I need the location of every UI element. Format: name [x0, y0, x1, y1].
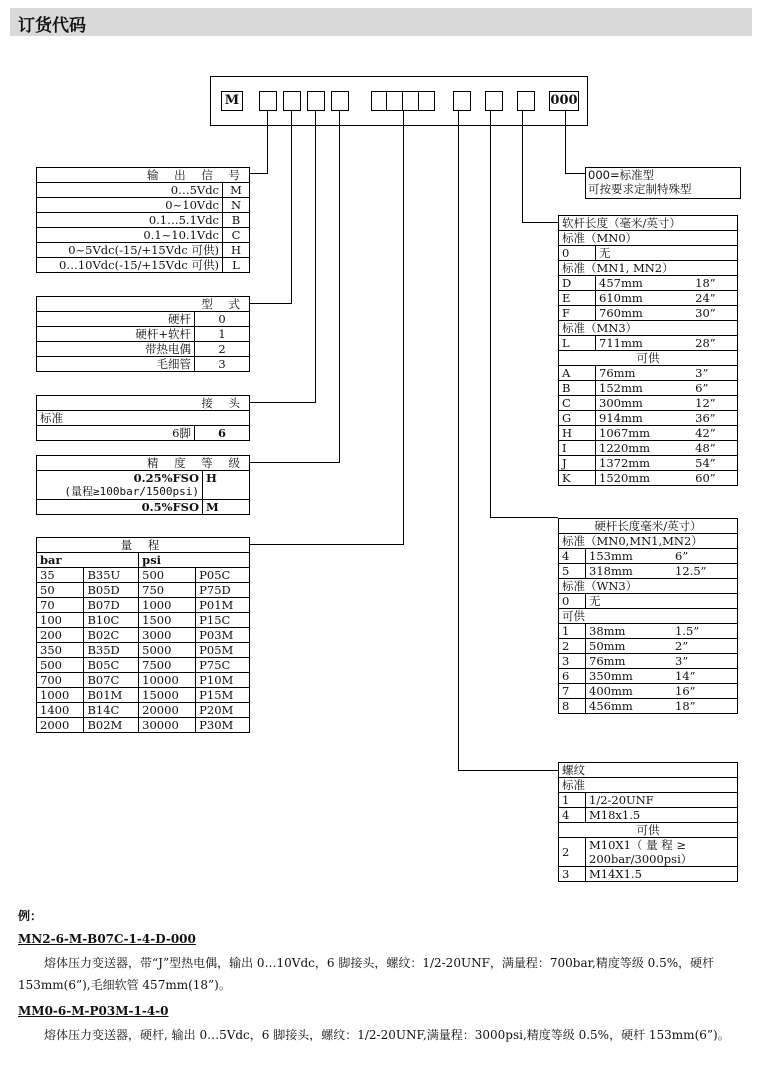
flex-row: [559, 276, 738, 291]
section-header: [10, 8, 752, 36]
range-row: [37, 718, 250, 733]
range-cell: P01M: [196, 598, 250, 613]
type-label: 硬杆: [37, 312, 195, 327]
flex-cell: E: [559, 291, 596, 306]
flex-cell: B: [559, 381, 596, 396]
rigid-row: [559, 669, 738, 684]
flex-cell: H: [559, 426, 596, 441]
rigid-cell: 4: [559, 549, 586, 564]
code-slot-flex: [517, 91, 535, 111]
range-row: [37, 703, 250, 718]
flex-cell: J: [559, 456, 596, 471]
range-cell: P15C: [196, 613, 250, 628]
flex-cell: 300mm: [596, 396, 693, 411]
flex-cell: 610mm: [596, 291, 693, 306]
thread-cell: 3: [559, 867, 586, 882]
rigid-row: [559, 624, 738, 639]
flex-cell: 24”: [692, 291, 737, 306]
special-box: [585, 167, 741, 199]
flex-row: [559, 471, 738, 486]
thread-cell: M14X1.5: [586, 867, 738, 882]
thread-row: [559, 867, 738, 882]
range-cell: 3000: [139, 628, 196, 643]
range-cell: B14C: [84, 703, 139, 718]
range-row: [37, 643, 250, 658]
flex-cell: 1220mm: [596, 441, 693, 456]
range-cell: B35D: [84, 643, 139, 658]
range-row: [37, 583, 250, 598]
flex-cell: I: [559, 441, 596, 456]
rigid-row: [559, 639, 738, 654]
range-cell: 30000: [139, 718, 196, 733]
rigid-cell: 3: [559, 654, 586, 669]
output-code: M: [223, 183, 250, 198]
flex-cell: 12”: [692, 396, 737, 411]
thread-std: 标准: [559, 778, 738, 793]
code-slot-thread: [453, 91, 471, 111]
flex-cell: 76mm: [596, 366, 693, 381]
range-cell: P15M: [196, 688, 250, 703]
flex-cell: 48”: [692, 441, 737, 456]
range-cell: 35: [37, 568, 84, 583]
accuracy-label: 0.25%FSO: [37, 471, 203, 486]
rigid-cell: 1.5”: [672, 624, 737, 639]
example-code-1: MN2-6-M-B07C-1-4-D-000: [18, 932, 196, 946]
flex-cell: G: [559, 411, 596, 426]
output-label: 0~10Vdc: [37, 198, 223, 213]
range-cell: P75D: [196, 583, 250, 598]
range-cell: 20000: [139, 703, 196, 718]
range-cell: P03M: [196, 628, 250, 643]
thread-table: [558, 762, 738, 882]
range-cell: 200: [37, 628, 84, 643]
output-signal-table: [36, 167, 250, 273]
output-label: 0~5Vdc(-15/+15Vdc 可供): [37, 243, 223, 258]
flex-cell: L: [559, 336, 596, 351]
rigid-cell: 1: [559, 624, 586, 639]
accuracy-label: 0.5%FSO: [37, 500, 203, 515]
special-line2: 可按要求定制特殊型: [588, 182, 692, 196]
output-title: 输 出 信 号: [37, 168, 250, 183]
thread-row: [559, 838, 738, 867]
range-row: [37, 568, 250, 583]
range-cell: B10C: [84, 613, 139, 628]
rigid-available: 可供: [559, 609, 738, 624]
code-slot-range: [371, 91, 435, 111]
code-slot-type: [283, 91, 301, 111]
range-cell: 2000: [37, 718, 84, 733]
rigid-row: [559, 654, 738, 669]
range-cell: 100: [37, 613, 84, 628]
flex-cell: 6”: [692, 381, 737, 396]
range-row: [37, 688, 250, 703]
accuracy-code: H: [203, 471, 250, 486]
flex-row: [559, 306, 738, 321]
range-row: [37, 598, 250, 613]
range-cell: B05C: [84, 658, 139, 673]
range-cell: 15000: [139, 688, 196, 703]
rigid-cell: 50mm: [586, 639, 673, 654]
rigid-length-table: [558, 518, 738, 714]
rigid-cell: 400mm: [586, 684, 673, 699]
flex-cell: F: [559, 306, 596, 321]
connector-std: 标准: [37, 411, 250, 426]
flex-cell: 152mm: [596, 381, 693, 396]
range-cell: 5000: [139, 643, 196, 658]
thread-cell: 4: [559, 808, 586, 823]
flex-cell: K: [559, 471, 596, 486]
rigid-cell: 76mm: [586, 654, 673, 669]
range-cell: 1400: [37, 703, 84, 718]
thread-cell: 2: [559, 838, 586, 867]
type-label: 带热电偶: [37, 342, 195, 357]
rigid-code: 0: [559, 594, 586, 609]
range-header-psi: psi: [139, 553, 250, 568]
range-cell: 750: [139, 583, 196, 598]
range-cell: B05D: [84, 583, 139, 598]
flex-title: 软杆长度（毫米/英寸）: [559, 216, 738, 231]
rigid-cell: 8: [559, 699, 586, 714]
output-code: C: [223, 228, 250, 243]
connector-title: 接 头: [37, 396, 250, 411]
thread-row: [559, 793, 738, 808]
range-cell: 1500: [139, 613, 196, 628]
code-slot-output: [259, 91, 277, 111]
code-slot-connector: [307, 91, 325, 111]
accuracy-title: 精 度 等 级: [37, 456, 250, 471]
accuracy-table: [36, 455, 250, 515]
example-code-2: MM0-6-M-P03M-1-4-0: [18, 1004, 169, 1018]
range-title: 量 程: [37, 538, 250, 553]
example-label: 例：: [18, 909, 43, 923]
flex-code: 0: [559, 246, 596, 261]
rigid-cell: 14”: [672, 669, 737, 684]
flex-cell: 36”: [692, 411, 737, 426]
flex-std-mn12: 标准（MN1, MN2）: [559, 261, 738, 276]
code-slot-accuracy: [331, 91, 349, 111]
thread-cell: M10X1（ 量 程 ≥ 200bar/3000psi）: [586, 838, 738, 867]
flex-cell: 1520mm: [596, 471, 693, 486]
flex-row: [559, 441, 738, 456]
flex-cell: 30”: [692, 306, 737, 321]
range-cell: B02M: [84, 718, 139, 733]
range-cell: P75C: [196, 658, 250, 673]
range-cell: 500: [37, 658, 84, 673]
flex-row: [559, 366, 738, 381]
flex-row: [559, 426, 738, 441]
connector-code: 6: [195, 426, 250, 441]
section-title: 订货代码: [18, 16, 86, 36]
accuracy-note: (量程≥100bar/1500psi): [37, 485, 203, 500]
flex-cell: D: [559, 276, 596, 291]
rigid-cell: 456mm: [586, 699, 673, 714]
flex-cell: C: [559, 396, 596, 411]
range-cell: B07D: [84, 598, 139, 613]
flex-length-table: [558, 215, 738, 486]
range-cell: B35U: [84, 568, 139, 583]
range-cell: 70: [37, 598, 84, 613]
output-code: N: [223, 198, 250, 213]
output-label: 0…5Vdc: [37, 183, 223, 198]
flex-cell: 54”: [692, 456, 737, 471]
type-code: 2: [195, 342, 250, 357]
type-label: 硬杆+软杆: [37, 327, 195, 342]
flex-cell: 914mm: [596, 411, 693, 426]
output-label: 0…10Vdc(-15/+15Vdc 可供): [37, 258, 223, 273]
rigid-row: [559, 699, 738, 714]
flex-row: [559, 396, 738, 411]
flex-cell: 760mm: [596, 306, 693, 321]
type-code: 3: [195, 357, 250, 372]
type-title: 型 式: [37, 297, 250, 312]
code-slot-rigid: [485, 91, 503, 111]
rigid-value: 无: [586, 594, 738, 609]
flex-std-mn3: 标准（MN3）: [559, 321, 738, 336]
range-cell: P20M: [196, 703, 250, 718]
range-cell: B02C: [84, 628, 139, 643]
connector-table: [36, 395, 250, 441]
range-cell: B01M: [84, 688, 139, 703]
thread-title: 螺纹: [559, 763, 738, 778]
flex-cell: 1372mm: [596, 456, 693, 471]
rigid-row: [559, 684, 738, 699]
type-table: [36, 296, 250, 372]
special-line1: 000=标准型: [588, 168, 655, 182]
type-code: 0: [195, 312, 250, 327]
range-cell: 10000: [139, 673, 196, 688]
range-cell: 1000: [37, 688, 84, 703]
range-cell: P05M: [196, 643, 250, 658]
flex-row: [559, 336, 738, 351]
rigid-std-mn: 标准（MN0,MN1,MN2）: [559, 534, 738, 549]
output-label: 0.1~10.1Vdc: [37, 228, 223, 243]
rigid-cell: 5: [559, 564, 586, 579]
flex-cell: A: [559, 366, 596, 381]
rigid-row: [559, 549, 738, 564]
flex-cell: 3”: [692, 366, 737, 381]
connector-label: 6脚: [37, 426, 195, 441]
range-cell: 7500: [139, 658, 196, 673]
range-cell: 1000: [139, 598, 196, 613]
flex-row: [559, 291, 738, 306]
rigid-cell: 16”: [672, 684, 737, 699]
example-text-1: 熔体压力变送器，带“J”型热电偶，输出 0…10Vdc，6 脚接头，螺纹：1/2-20UNF，满量程：700bar,精度等级 0.5%，硬杆 153mm(6”),毛细软管 457mm(18”)。: [18, 956, 715, 992]
flex-cell: 28”: [692, 336, 737, 351]
example-text-2: 熔体压力变送器，硬杆, 输出 0…5Vdc，6 脚接头，螺纹：1/2-20UNF,满量程：3000psi,精度等级 0.5%，硬杆 153mm(6”)。: [44, 1028, 730, 1042]
thread-cell: 1/2-20UNF: [586, 793, 738, 808]
rigid-cell: 2”: [672, 639, 737, 654]
flex-row: [559, 411, 738, 426]
range-header-bar: bar: [37, 553, 139, 568]
output-code: L: [223, 258, 250, 273]
flex-cell: 711mm: [596, 336, 693, 351]
code-suffix: 000: [549, 91, 579, 111]
flex-row: [559, 456, 738, 471]
rigid-cell: 38mm: [586, 624, 673, 639]
thread-available: 可供: [559, 823, 738, 838]
rigid-cell: 12.5”: [672, 564, 737, 579]
rigid-cell: 350mm: [586, 669, 673, 684]
rigid-cell: 318mm: [586, 564, 673, 579]
output-label: 0.1…5.1Vdc: [37, 213, 223, 228]
rigid-cell: 6”: [672, 549, 737, 564]
output-code: H: [223, 243, 250, 258]
rigid-cell: 18”: [672, 699, 737, 714]
range-row: [37, 658, 250, 673]
range-cell: P05C: [196, 568, 250, 583]
range-cell: B07C: [84, 673, 139, 688]
rigid-cell: 7: [559, 684, 586, 699]
flex-available: 可供: [559, 351, 738, 366]
flex-value: 无: [596, 246, 738, 261]
accuracy-code: M: [203, 500, 250, 515]
flex-cell: 42”: [692, 426, 737, 441]
rigid-cell: 2: [559, 639, 586, 654]
range-row: [37, 628, 250, 643]
range-row: [37, 613, 250, 628]
flex-cell: 1067mm: [596, 426, 693, 441]
flex-cell: 60”: [692, 471, 737, 486]
range-cell: 50: [37, 583, 84, 598]
rigid-cell: 3”: [672, 654, 737, 669]
rigid-title: 硬杆长度毫米/英寸）: [559, 519, 738, 534]
range-table: [36, 537, 250, 733]
flex-cell: 18”: [692, 276, 737, 291]
rigid-row: [559, 564, 738, 579]
range-cell: P10M: [196, 673, 250, 688]
type-label: 毛细管: [37, 357, 195, 372]
range-cell: 500: [139, 568, 196, 583]
flex-cell: 457mm: [596, 276, 693, 291]
code-prefix: M: [221, 91, 243, 111]
range-row: [37, 673, 250, 688]
thread-row: [559, 808, 738, 823]
range-cell: 350: [37, 643, 84, 658]
rigid-cell: 153mm: [586, 549, 673, 564]
output-code: B: [223, 213, 250, 228]
thread-cell: 1: [559, 793, 586, 808]
rigid-std-wn3: 标准（WN3）: [559, 579, 738, 594]
range-cell: 700: [37, 673, 84, 688]
type-code: 1: [195, 327, 250, 342]
thread-cell: M18x1.5: [586, 808, 738, 823]
range-cell: P30M: [196, 718, 250, 733]
rigid-cell: 6: [559, 669, 586, 684]
flex-row: [559, 381, 738, 396]
flex-std-mn0: 标准（MN0）: [559, 231, 738, 246]
